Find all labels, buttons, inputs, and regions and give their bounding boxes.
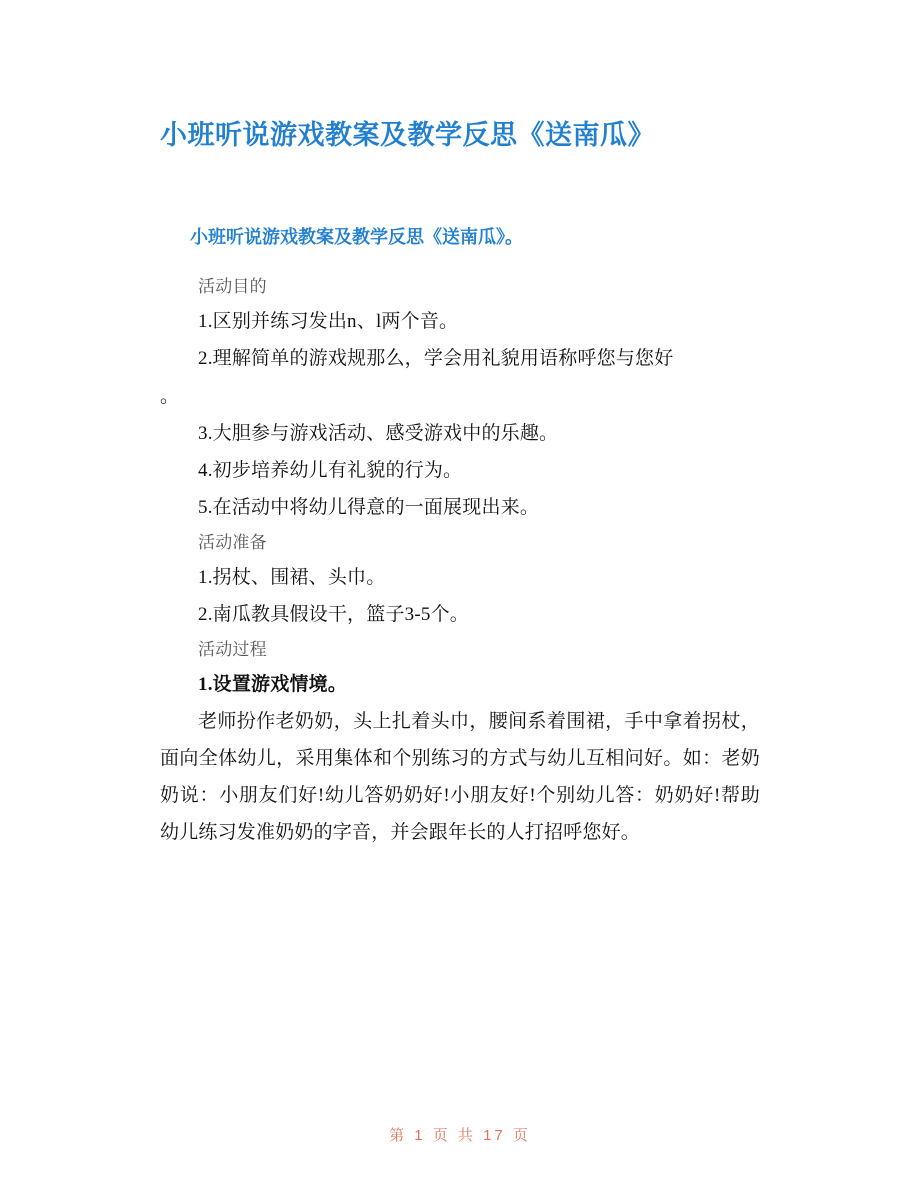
body-line: 1.设置游戏情境。 — [198, 674, 348, 696]
body-line: 3.大胆参与游戏活动、感受游戏中的乐趣。 — [198, 422, 559, 444]
document-subtitle: 小班听说游戏教案及教学反思《送南瓜》。 — [190, 227, 523, 248]
body-line: 。 — [160, 385, 180, 407]
page-title: 小班听说游戏教案及教学反思《送南瓜》 — [160, 120, 655, 150]
body-line: 2.南瓜教具假设干，篮子3-5个。 — [198, 603, 469, 625]
body-line: 活动目的 — [198, 277, 267, 297]
body-line: 4.初步培养幼儿有礼貌的行为。 — [198, 459, 463, 481]
body-line: 1.拐杖、围裙、头巾。 — [198, 566, 386, 588]
body-line: 活动过程 — [198, 639, 267, 659]
body-line: 活动准备 — [198, 532, 267, 552]
document-body — [160, 250, 760, 851]
body-line: 1.区别并练习发出n、l两个音。 — [198, 311, 459, 333]
body-paragraph: 老师扮作老奶奶，头上扎着头巾，腰间系着围裙，手中拿着拐杖，面向全体幼儿，采用集体和个别练习的方式与幼儿互相问好。如：老奶奶说：小朋友们好!幼儿答奶奶好!小朋友好!个别幼儿答：奶奶好!帮助幼儿练习发准奶奶的字音，并会跟年长的人打招呼您好。 — [160, 711, 760, 844]
body-line: 2.理解简单的游戏规那么，学会用礼貌用语称呼您与您好 — [198, 348, 674, 370]
page-footer: 第 1 页 共 17 页 — [389, 1127, 531, 1144]
body-line: 5.在活动中将幼儿得意的一面展现出来。 — [198, 496, 540, 518]
